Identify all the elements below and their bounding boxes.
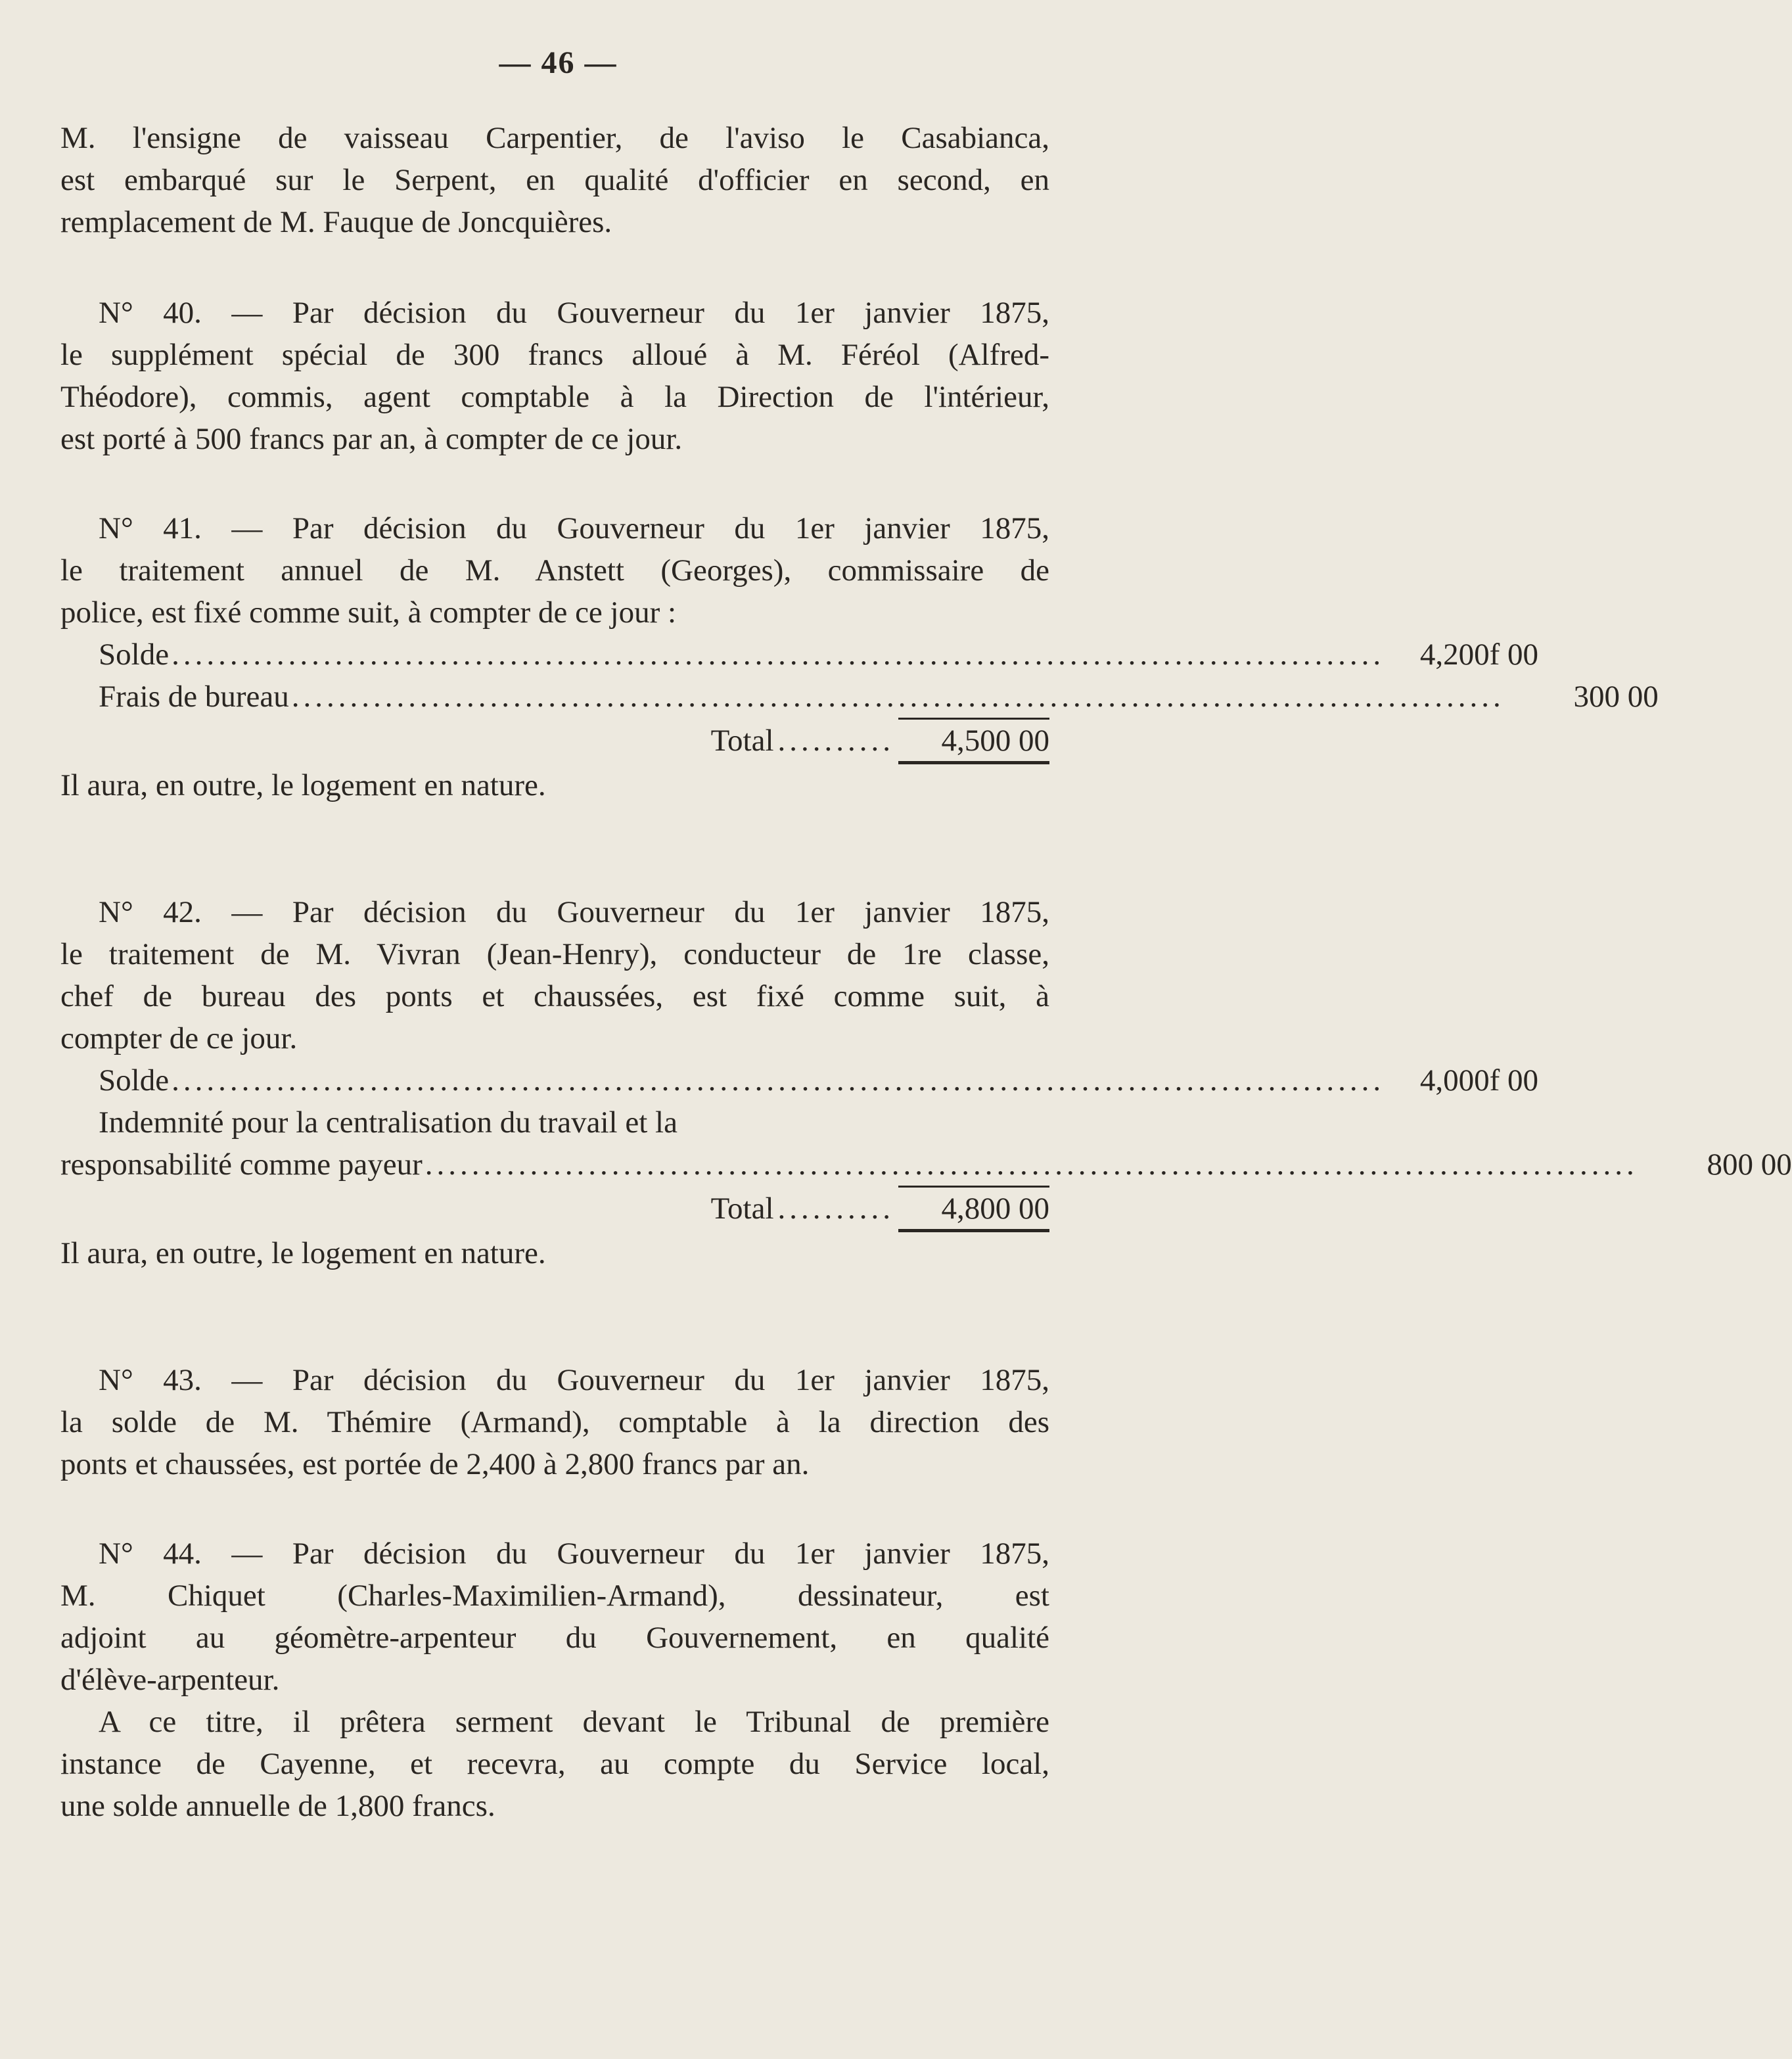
item-label: Solde xyxy=(99,1063,170,1098)
dot-leader: ........................................................................................................ xyxy=(172,637,1385,672)
decision-43 xyxy=(60,1359,1049,1485)
decision-42-item-indemnite xyxy=(60,1144,1792,1186)
decision-42-item-indemnite-line-1: Indemnité pour la centralisation du travail et la xyxy=(99,1105,678,1140)
decision-42-line-3: chef de bureau des ponts et chaussées, est fixé comme suit, à xyxy=(60,979,1049,1013)
decision-42-line-1: N° 42. — Par décision du Gouverneur du 1er janvier 1875, xyxy=(99,895,1049,929)
decision-41-line-3: police, est fixé comme suit, à compter de ce jour : xyxy=(60,595,677,630)
decision-44-line-4: d'élève-arpenteur. xyxy=(60,1663,280,1697)
decision-42-total xyxy=(60,1186,1049,1228)
item-amount: 4,200f 00 xyxy=(1419,637,1539,672)
item-label: Solde xyxy=(99,637,170,672)
decision-42 xyxy=(60,891,1792,1274)
page-number: — 46 — xyxy=(499,45,618,80)
dot-leader: ........................................................................................................ xyxy=(425,1147,1638,1182)
decision-44-line-3: adjoint au géomètre-arpenteur du Gouvernement, en qualité xyxy=(60,1621,1049,1655)
intro-paragraph xyxy=(60,117,1049,243)
decision-44-line-7: une solde annuelle de 1,800 francs. xyxy=(60,1789,495,1823)
decision-41-total xyxy=(60,718,1049,760)
decision-43-line-1: N° 43. — Par décision du Gouverneur du 1er janvier 1875, xyxy=(99,1363,1049,1397)
total-label: Total xyxy=(710,1191,774,1226)
decision-42-line-2: le traitement de M. Vivran (Jean-Henry), conducteur de 1re classe, xyxy=(60,937,1049,971)
total-amount: 4,500 00 xyxy=(898,718,1049,762)
decision-42-item-solde xyxy=(60,1059,1539,1101)
dot-leader: ........................................................................................................ xyxy=(291,680,1505,714)
dot-leader: .......... xyxy=(777,1191,894,1226)
intro-line-2: est embarqué sur le Serpent, en qualité d'officier en second, en xyxy=(60,163,1049,197)
decision-41-note: Il aura, en outre, le logement en nature. xyxy=(60,768,546,802)
intro-line-3: remplacement de M. Fauque de Joncquières. xyxy=(60,205,612,239)
decision-42-note: Il aura, en outre, le logement en nature. xyxy=(60,1236,546,1270)
decision-44-line-1: N° 44. — Par décision du Gouverneur du 1er janvier 1875, xyxy=(99,1537,1049,1571)
decision-42-line-4: compter de ce jour. xyxy=(60,1021,298,1055)
decision-41-item-solde xyxy=(60,634,1539,676)
decision-43-line-3: ponts et chaussées, est portée de 2,400 à 2,800 francs par an. xyxy=(60,1447,810,1481)
decision-40-line-1: N° 40. — Par décision du Gouverneur du 1er janvier 1875, xyxy=(99,296,1049,330)
intro-line-1: M. l'ensigne de vaisseau Carpentier, de l'aviso le Casabianca, xyxy=(60,121,1049,155)
decision-41-item-frais xyxy=(60,676,1659,718)
decision-40-line-3: Théodore), commis, agent comptable à la Direction de l'intérieur, xyxy=(60,380,1049,414)
decision-40-line-2: le supplément spécial de 300 francs alloué à M. Féréol (Alfred- xyxy=(60,338,1049,372)
decision-44 xyxy=(60,1533,1049,1827)
item-amount: 300 00 xyxy=(1573,680,1659,714)
item-label: responsabilité comme payeur xyxy=(60,1147,423,1182)
decision-40 xyxy=(60,292,1049,460)
decision-43-line-2: la solde de M. Thémire (Armand), comptable à la direction des xyxy=(60,1405,1049,1439)
decision-41-line-1: N° 41. — Par décision du Gouverneur du 1er janvier 1875, xyxy=(99,511,1049,545)
item-amount: 4,000f 00 xyxy=(1419,1063,1539,1098)
decision-41 xyxy=(60,507,1659,806)
total-amount: 4,800 00 xyxy=(898,1186,1049,1230)
dot-leader: ........................................................................................................ xyxy=(172,1063,1385,1098)
decision-44-line-5: A ce titre, il prêtera serment devant le Tribunal de première xyxy=(99,1705,1049,1739)
item-label: Frais de bureau xyxy=(99,680,289,714)
total-label: Total xyxy=(710,724,774,758)
decision-44-line-2: M. Chiquet (Charles-Maximilien-Armand), dessinateur, est xyxy=(60,1579,1049,1613)
decision-40-line-4: est porté à 500 francs par an, à compter de ce jour. xyxy=(60,422,683,456)
decision-44-line-6: instance de Cayenne, et recevra, au compte du Service local, xyxy=(60,1747,1049,1781)
decision-41-line-2: le traitement annuel de M. Anstett (Georges), commissaire de xyxy=(60,553,1049,588)
item-amount: 800 00 xyxy=(1707,1147,1792,1182)
dot-leader: .......... xyxy=(777,724,894,758)
